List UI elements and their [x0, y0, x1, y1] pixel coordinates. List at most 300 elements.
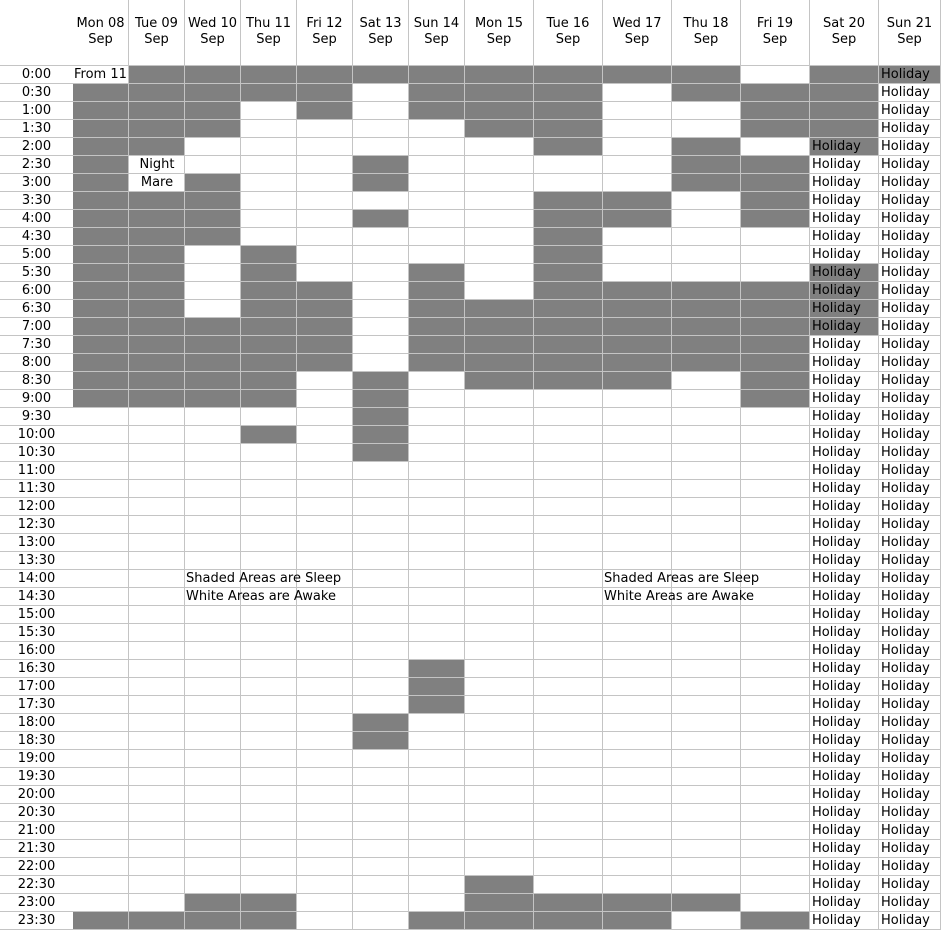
awake-cell[interactable] — [741, 660, 810, 678]
sleep-cell[interactable] — [241, 426, 297, 444]
sleep-cell[interactable] — [534, 372, 603, 390]
awake-cell[interactable] — [741, 696, 810, 714]
awake-cell[interactable] — [603, 858, 672, 876]
awake-cell[interactable] — [603, 534, 672, 552]
awake-cell[interactable] — [185, 444, 241, 462]
awake-cell[interactable] — [353, 462, 409, 480]
sleep-cell[interactable] — [741, 336, 810, 354]
awake-cell[interactable] — [297, 246, 353, 264]
awake-cell[interactable] — [241, 696, 297, 714]
sleep-cell[interactable] — [534, 66, 603, 84]
sleep-cell[interactable] — [741, 300, 810, 318]
awake-cell[interactable] — [465, 660, 534, 678]
sleep-cell[interactable] — [672, 318, 741, 336]
awake-cell[interactable] — [241, 768, 297, 786]
sleep-cell[interactable] — [185, 894, 241, 912]
awake-cell[interactable] — [241, 858, 297, 876]
sleep-cell[interactable] — [534, 210, 603, 228]
awake-cell[interactable] — [409, 714, 465, 732]
awake-cell[interactable] — [465, 768, 534, 786]
sleep-cell[interactable] — [465, 354, 534, 372]
awake-cell[interactable] — [185, 246, 241, 264]
awake-cell[interactable] — [741, 786, 810, 804]
awake-cell[interactable] — [672, 606, 741, 624]
sleep-cell[interactable] — [241, 282, 297, 300]
awake-cell[interactable] — [73, 786, 129, 804]
sleep-cell[interactable] — [73, 174, 129, 192]
sleep-cell[interactable] — [73, 372, 129, 390]
awake-cell[interactable] — [603, 840, 672, 858]
sleep-cell[interactable] — [129, 264, 185, 282]
awake-cell[interactable] — [353, 264, 409, 282]
awake-cell[interactable] — [241, 102, 297, 120]
awake-cell[interactable] — [297, 840, 353, 858]
awake-cell[interactable] — [297, 426, 353, 444]
sleep-cell[interactable] — [672, 84, 741, 102]
awake-cell[interactable] — [603, 444, 672, 462]
awake-cell[interactable] — [409, 444, 465, 462]
awake-cell[interactable] — [741, 606, 810, 624]
awake-cell[interactable] — [465, 750, 534, 768]
awake-cell[interactable] — [409, 192, 465, 210]
awake-cell[interactable] — [465, 282, 534, 300]
sleep-cell[interactable] — [603, 354, 672, 372]
awake-cell[interactable] — [297, 894, 353, 912]
awake-cell[interactable] — [129, 660, 185, 678]
awake-cell[interactable] — [465, 498, 534, 516]
awake-cell[interactable] — [534, 426, 603, 444]
sleep-cell[interactable] — [353, 408, 409, 426]
awake-cell[interactable] — [73, 642, 129, 660]
awake-cell[interactable] — [73, 822, 129, 840]
awake-cell[interactable] — [241, 786, 297, 804]
awake-cell[interactable] — [465, 552, 534, 570]
awake-cell[interactable] — [241, 408, 297, 426]
sleep-cell[interactable] — [185, 354, 241, 372]
awake-cell[interactable] — [672, 246, 741, 264]
awake-cell[interactable] — [603, 462, 672, 480]
sleep-cell[interactable] — [534, 84, 603, 102]
awake-cell[interactable] — [129, 534, 185, 552]
awake-cell[interactable] — [603, 102, 672, 120]
awake-cell[interactable] — [409, 822, 465, 840]
awake-cell[interactable] — [534, 444, 603, 462]
sleep-cell[interactable] — [741, 210, 810, 228]
awake-cell[interactable] — [241, 642, 297, 660]
sleep-cell[interactable] — [810, 102, 879, 120]
sleep-cell[interactable] — [129, 300, 185, 318]
awake-cell[interactable] — [672, 786, 741, 804]
awake-cell[interactable] — [603, 156, 672, 174]
awake-cell[interactable] — [534, 408, 603, 426]
awake-cell[interactable] — [185, 282, 241, 300]
awake-cell[interactable] — [465, 534, 534, 552]
awake-cell[interactable] — [534, 732, 603, 750]
sleep-cell[interactable] — [73, 390, 129, 408]
sleep-cell[interactable] — [534, 894, 603, 912]
sleep-cell[interactable] — [672, 894, 741, 912]
sleep-cell[interactable] — [185, 228, 241, 246]
awake-cell[interactable] — [672, 768, 741, 786]
awake-cell[interactable] — [353, 804, 409, 822]
awake-cell[interactable] — [465, 678, 534, 696]
awake-cell[interactable] — [297, 210, 353, 228]
awake-cell[interactable] — [465, 228, 534, 246]
awake-cell[interactable] — [741, 642, 810, 660]
awake-cell[interactable] — [741, 444, 810, 462]
awake-cell[interactable] — [672, 642, 741, 660]
awake-cell[interactable] — [409, 570, 465, 588]
sleep-cell[interactable] — [741, 318, 810, 336]
sleep-cell[interactable] — [409, 300, 465, 318]
awake-cell[interactable] — [297, 714, 353, 732]
awake-cell[interactable] — [603, 624, 672, 642]
sleep-cell[interactable] — [129, 138, 185, 156]
awake-cell[interactable] — [741, 894, 810, 912]
sleep-cell[interactable] — [534, 912, 603, 930]
awake-cell[interactable] — [741, 246, 810, 264]
sleep-cell[interactable] — [409, 912, 465, 930]
awake-cell[interactable] — [353, 84, 409, 102]
awake-cell[interactable] — [185, 822, 241, 840]
sleep-cell[interactable] — [353, 66, 409, 84]
awake-cell[interactable] — [241, 498, 297, 516]
awake-cell[interactable] — [534, 606, 603, 624]
sleep-cell[interactable] — [185, 174, 241, 192]
awake-cell[interactable] — [241, 750, 297, 768]
awake-cell[interactable] — [672, 408, 741, 426]
awake-cell[interactable] — [534, 660, 603, 678]
awake-cell[interactable] — [603, 498, 672, 516]
sleep-cell[interactable] — [73, 84, 129, 102]
awake-cell[interactable] — [603, 642, 672, 660]
awake-cell[interactable] — [297, 138, 353, 156]
awake-cell[interactable] — [465, 174, 534, 192]
awake-cell[interactable] — [241, 174, 297, 192]
awake-cell[interactable] — [241, 660, 297, 678]
sleep-cell[interactable] — [353, 174, 409, 192]
awake-cell[interactable] — [409, 372, 465, 390]
sleep-cell[interactable] — [534, 192, 603, 210]
sleep-cell[interactable] — [353, 372, 409, 390]
sleep-cell[interactable] — [465, 912, 534, 930]
awake-cell[interactable] — [409, 840, 465, 858]
awake-cell[interactable] — [465, 246, 534, 264]
awake-cell[interactable] — [409, 750, 465, 768]
awake-cell[interactable] — [534, 786, 603, 804]
sleep-cell[interactable] — [741, 372, 810, 390]
awake-cell[interactable] — [465, 516, 534, 534]
sleep-cell[interactable] — [741, 192, 810, 210]
awake-cell[interactable] — [129, 876, 185, 894]
sleep-cell[interactable] — [241, 264, 297, 282]
awake-cell[interactable] — [353, 552, 409, 570]
awake-cell[interactable] — [185, 786, 241, 804]
awake-cell[interactable] — [129, 624, 185, 642]
sleep-cell[interactable] — [534, 282, 603, 300]
awake-cell[interactable] — [185, 408, 241, 426]
awake-cell[interactable] — [241, 552, 297, 570]
awake-cell[interactable] — [241, 822, 297, 840]
awake-cell[interactable] — [185, 300, 241, 318]
sleep-cell[interactable] — [465, 300, 534, 318]
awake-cell[interactable] — [534, 462, 603, 480]
sleep-cell[interactable] — [241, 354, 297, 372]
awake-cell[interactable] — [672, 516, 741, 534]
awake-cell[interactable] — [741, 840, 810, 858]
awake-cell[interactable] — [129, 714, 185, 732]
sleep-cell[interactable] — [465, 102, 534, 120]
awake-cell[interactable] — [353, 768, 409, 786]
awake-cell[interactable] — [409, 408, 465, 426]
awake-cell[interactable] — [241, 714, 297, 732]
awake-cell[interactable] — [129, 786, 185, 804]
awake-cell[interactable] — [297, 408, 353, 426]
awake-cell[interactable] — [465, 480, 534, 498]
sleep-cell[interactable] — [241, 66, 297, 84]
sleep-cell[interactable] — [672, 138, 741, 156]
awake-cell[interactable] — [73, 570, 129, 588]
awake-cell[interactable] — [129, 732, 185, 750]
awake-cell[interactable] — [603, 786, 672, 804]
sleep-cell[interactable] — [409, 282, 465, 300]
awake-cell[interactable] — [603, 750, 672, 768]
sleep-cell[interactable] — [241, 336, 297, 354]
sleep-cell[interactable] — [409, 336, 465, 354]
awake-cell[interactable] — [409, 246, 465, 264]
sleep-cell[interactable] — [741, 912, 810, 930]
sleep-cell[interactable] — [73, 138, 129, 156]
awake-cell[interactable] — [465, 858, 534, 876]
awake-cell[interactable] — [129, 462, 185, 480]
awake-cell[interactable] — [73, 768, 129, 786]
awake-cell[interactable] — [534, 156, 603, 174]
awake-cell[interactable] — [409, 588, 465, 606]
awake-cell[interactable] — [741, 534, 810, 552]
awake-cell[interactable] — [534, 858, 603, 876]
awake-cell[interactable] — [603, 246, 672, 264]
sleep-cell[interactable] — [465, 876, 534, 894]
awake-cell[interactable] — [465, 732, 534, 750]
sleep-cell[interactable] — [241, 300, 297, 318]
awake-cell[interactable] — [534, 714, 603, 732]
awake-cell[interactable] — [129, 804, 185, 822]
awake-cell[interactable] — [185, 750, 241, 768]
awake-cell[interactable] — [409, 120, 465, 138]
awake-cell[interactable] — [672, 714, 741, 732]
sleep-cell[interactable] — [129, 210, 185, 228]
awake-cell[interactable] — [603, 552, 672, 570]
sleep-cell[interactable] — [672, 174, 741, 192]
awake-cell[interactable] — [465, 210, 534, 228]
awake-cell[interactable] — [129, 426, 185, 444]
awake-cell[interactable] — [353, 786, 409, 804]
awake-cell[interactable] — [534, 768, 603, 786]
awake-cell[interactable] — [672, 390, 741, 408]
sleep-cell[interactable] — [73, 264, 129, 282]
sleep-cell[interactable] — [603, 336, 672, 354]
sleep-cell[interactable] — [185, 66, 241, 84]
awake-cell[interactable] — [534, 750, 603, 768]
awake-cell[interactable] — [241, 804, 297, 822]
sleep-cell[interactable] — [185, 336, 241, 354]
sleep-cell[interactable] — [353, 714, 409, 732]
awake-cell[interactable] — [534, 480, 603, 498]
awake-cell[interactable] — [465, 156, 534, 174]
awake-cell[interactable] — [465, 804, 534, 822]
awake-cell[interactable] — [465, 462, 534, 480]
sleep-cell[interactable] — [741, 102, 810, 120]
sleep-cell[interactable] — [297, 282, 353, 300]
awake-cell[interactable] — [129, 516, 185, 534]
awake-cell[interactable] — [534, 390, 603, 408]
awake-cell[interactable] — [73, 876, 129, 894]
awake-cell[interactable] — [129, 858, 185, 876]
sleep-cell[interactable] — [73, 228, 129, 246]
awake-cell[interactable] — [603, 768, 672, 786]
awake-cell[interactable] — [741, 822, 810, 840]
awake-cell[interactable] — [353, 516, 409, 534]
awake-cell[interactable] — [185, 264, 241, 282]
sleep-cell[interactable] — [185, 84, 241, 102]
sleep-cell[interactable] — [603, 300, 672, 318]
awake-cell[interactable] — [409, 624, 465, 642]
sleep-cell[interactable] — [73, 192, 129, 210]
awake-cell[interactable] — [672, 462, 741, 480]
awake-cell[interactable] — [409, 534, 465, 552]
awake-cell[interactable] — [185, 840, 241, 858]
sleep-cell[interactable] — [185, 192, 241, 210]
awake-cell[interactable] — [672, 624, 741, 642]
sleep-cell[interactable] — [73, 912, 129, 930]
sleep-cell[interactable] — [534, 300, 603, 318]
awake-cell[interactable] — [672, 264, 741, 282]
awake-cell[interactable] — [129, 606, 185, 624]
awake-cell[interactable] — [129, 408, 185, 426]
sleep-cell[interactable] — [185, 102, 241, 120]
awake-cell[interactable] — [185, 642, 241, 660]
awake-cell[interactable] — [297, 696, 353, 714]
awake-cell[interactable] — [465, 714, 534, 732]
awake-cell[interactable] — [353, 750, 409, 768]
awake-cell[interactable] — [465, 138, 534, 156]
awake-cell[interactable] — [73, 732, 129, 750]
sleep-cell[interactable] — [297, 300, 353, 318]
sleep-cell[interactable] — [241, 84, 297, 102]
awake-cell[interactable] — [73, 516, 129, 534]
sleep-cell[interactable] — [353, 426, 409, 444]
awake-cell[interactable] — [741, 858, 810, 876]
awake-cell[interactable] — [603, 228, 672, 246]
awake-cell[interactable] — [297, 624, 353, 642]
sleep-cell[interactable] — [603, 372, 672, 390]
awake-cell[interactable] — [297, 516, 353, 534]
awake-cell[interactable] — [129, 552, 185, 570]
sleep-cell[interactable] — [353, 390, 409, 408]
awake-cell[interactable] — [672, 552, 741, 570]
sleep-cell[interactable] — [353, 444, 409, 462]
awake-cell[interactable] — [297, 768, 353, 786]
sleep-cell[interactable] — [353, 210, 409, 228]
awake-cell[interactable] — [297, 642, 353, 660]
awake-cell[interactable] — [353, 120, 409, 138]
sleep-cell[interactable] — [465, 894, 534, 912]
awake-cell[interactable] — [241, 624, 297, 642]
awake-cell[interactable] — [409, 732, 465, 750]
awake-cell[interactable] — [241, 876, 297, 894]
awake-cell[interactable] — [185, 480, 241, 498]
awake-cell[interactable] — [603, 714, 672, 732]
awake-cell[interactable] — [297, 552, 353, 570]
sleep-cell[interactable] — [534, 228, 603, 246]
awake-cell[interactable] — [185, 660, 241, 678]
awake-cell[interactable] — [409, 876, 465, 894]
sleep-cell[interactable] — [741, 84, 810, 102]
awake-cell[interactable] — [129, 750, 185, 768]
awake-cell[interactable] — [73, 408, 129, 426]
awake-cell[interactable] — [297, 174, 353, 192]
awake-cell[interactable] — [534, 570, 603, 588]
awake-cell[interactable] — [741, 768, 810, 786]
sleep-cell[interactable] — [672, 336, 741, 354]
sleep-cell[interactable] — [73, 318, 129, 336]
awake-cell[interactable] — [603, 876, 672, 894]
awake-cell[interactable] — [73, 804, 129, 822]
awake-cell[interactable] — [603, 696, 672, 714]
sleep-cell[interactable] — [129, 336, 185, 354]
sleep-cell[interactable] — [534, 138, 603, 156]
awake-cell[interactable] — [672, 858, 741, 876]
sleep-cell[interactable] — [73, 246, 129, 264]
awake-cell[interactable] — [241, 444, 297, 462]
awake-cell[interactable] — [185, 462, 241, 480]
awake-cell[interactable] — [129, 894, 185, 912]
sleep-cell[interactable] — [185, 372, 241, 390]
awake-cell[interactable] — [672, 696, 741, 714]
awake-cell[interactable] — [465, 192, 534, 210]
awake-cell[interactable] — [409, 606, 465, 624]
awake-cell[interactable] — [534, 588, 603, 606]
awake-cell[interactable] — [409, 498, 465, 516]
awake-cell[interactable] — [297, 732, 353, 750]
awake-cell[interactable] — [465, 426, 534, 444]
awake-cell[interactable] — [185, 156, 241, 174]
sleep-cell[interactable] — [741, 390, 810, 408]
awake-cell[interactable] — [129, 696, 185, 714]
awake-cell[interactable] — [672, 426, 741, 444]
awake-cell[interactable] — [672, 480, 741, 498]
awake-cell[interactable] — [741, 516, 810, 534]
awake-cell[interactable] — [534, 516, 603, 534]
awake-cell[interactable] — [73, 840, 129, 858]
awake-cell[interactable] — [73, 480, 129, 498]
awake-cell[interactable] — [409, 174, 465, 192]
awake-cell[interactable] — [241, 462, 297, 480]
awake-cell[interactable] — [534, 822, 603, 840]
awake-cell[interactable] — [741, 426, 810, 444]
awake-cell[interactable] — [73, 660, 129, 678]
awake-cell[interactable] — [741, 876, 810, 894]
awake-cell[interactable] — [241, 120, 297, 138]
awake-cell[interactable] — [534, 678, 603, 696]
awake-cell[interactable] — [241, 840, 297, 858]
sleep-cell[interactable] — [185, 210, 241, 228]
awake-cell[interactable] — [603, 678, 672, 696]
sleep-cell[interactable] — [73, 156, 129, 174]
awake-cell[interactable] — [534, 174, 603, 192]
awake-cell[interactable] — [353, 840, 409, 858]
sleep-cell[interactable] — [129, 192, 185, 210]
